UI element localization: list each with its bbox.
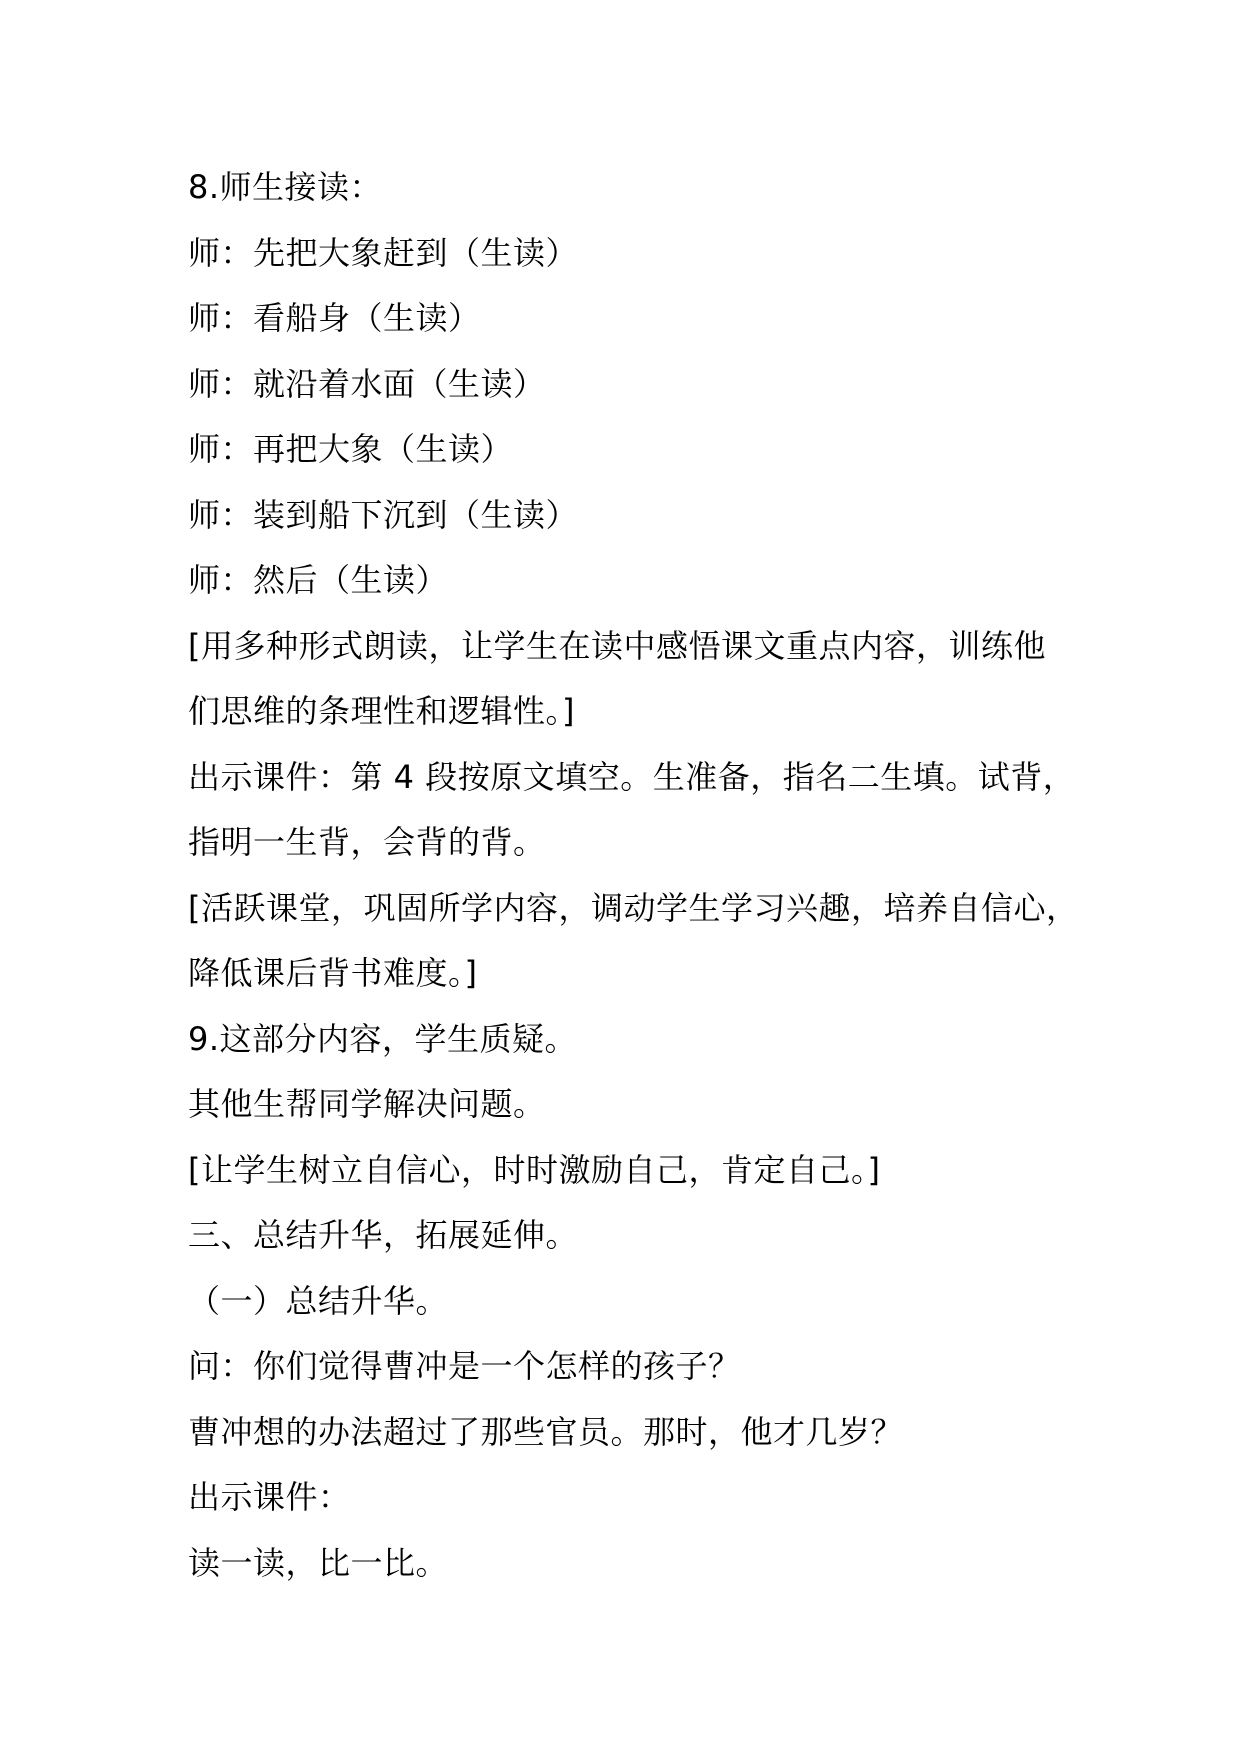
text-line: 们思维的条理性和逻辑性。] xyxy=(188,692,575,730)
text-line: 师：就沿着水面（生读） xyxy=(188,364,546,403)
text-line: 师：看船身（生读） xyxy=(188,299,481,337)
text-line: 读一读，比一比。 xyxy=(188,1543,449,1582)
body-text xyxy=(188,155,1079,1596)
text-line: （一）总结升华。 xyxy=(188,1281,449,1320)
text-line: 师：再把大象（生读） xyxy=(188,430,514,468)
text-line: 师：先把大象赶到（生读） xyxy=(188,233,579,272)
text-line: 其他生帮同学解决问题。 xyxy=(188,1085,546,1123)
text-line: [让学生树立自信心，时时激励自己，肯定自己。] xyxy=(188,1150,881,1189)
text-line: 曹冲想的办法超过了那些官员。那时，他才几岁？ xyxy=(188,1412,904,1451)
text-line: [活跃课堂，巩固所学内容，调动学生学习兴趣，培养自信心， xyxy=(188,888,1079,927)
text-line: 指明一生背，会背的背。 xyxy=(188,823,546,861)
text-line: 师：然后（生读） xyxy=(188,561,449,599)
text-line: 9.这部分内容，学生质疑。 xyxy=(188,1019,578,1058)
text-line: 出示课件：第 4 段按原文填空。生准备，指名二生填。试背， xyxy=(188,757,1076,796)
text-line: 三、总结升华，拓展延伸。 xyxy=(188,1216,579,1254)
text-line: [用多种形式朗读，让学生在读中感悟课文重点内容，训练他 xyxy=(188,626,1046,665)
text-line: 出示课件： xyxy=(188,1478,351,1516)
text-line: 师：装到船下沉到（生读） xyxy=(188,495,579,534)
text-line: 8.师生接读： xyxy=(188,168,383,206)
text-line: 降低课后背书难度。] xyxy=(188,954,478,992)
text-line: 问：你们觉得曹冲是一个怎样的孩子？ xyxy=(188,1347,741,1385)
